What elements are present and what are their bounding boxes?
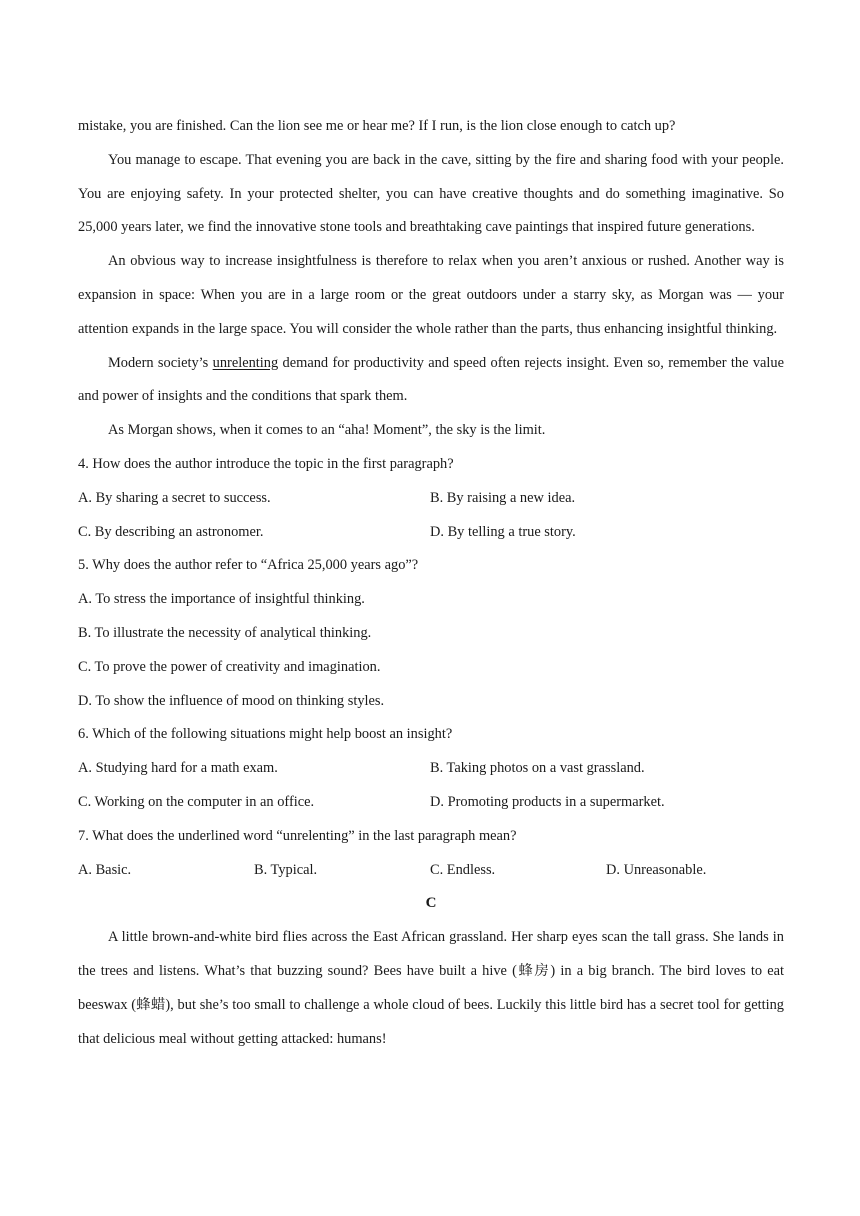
question-stem: 7. What does the underlined word “unrelenting” in the last paragraph mean? xyxy=(78,827,517,844)
underlined-word: unrelenting xyxy=(212,354,279,371)
option-row xyxy=(78,752,784,786)
paragraph-modern-society xyxy=(78,347,784,415)
option-c: C. To prove the power of creativity and imagination. xyxy=(78,658,381,675)
text-fragment: demand for productivity and speed often rejects insight. Even so, remember the value and power of insights and the conditions that spark them. xyxy=(78,354,784,405)
option-a: A. Basic. xyxy=(78,861,132,878)
option-b: B. To illustrate the necessity of analytical thinking. xyxy=(78,624,372,641)
option-d: D. Unreasonable. xyxy=(606,861,707,878)
option-c: C. By describing an astronomer. xyxy=(78,523,264,540)
option-a: A. To stress the importance of insightful thinking. xyxy=(78,591,365,608)
paragraph-insightfulness: An obvious way to increase insightfulness is therefore to relax when you aren’t anxious or rushed. Another way is expansion in space: When you are in a large room or the great outdoors under a starry sky, as Morgan was — your attention expands in the large space. You will consider the whole rather than the parts, thus enhancing insightful thinking. xyxy=(78,253,784,337)
question-stem: 6. Which of the following situations might help boost an insight? xyxy=(78,726,453,743)
option-row xyxy=(78,482,784,516)
option-row xyxy=(78,786,784,820)
option-d: D. Promoting products in a supermarket. xyxy=(430,793,665,810)
question-stem: 4. How does the author introduce the topic in the first paragraph? xyxy=(78,455,454,472)
option-c: C. Endless. xyxy=(430,861,496,878)
option-c: C. Working on the computer in an office. xyxy=(78,793,315,810)
option-a: A. Studying hard for a math exam. xyxy=(78,760,278,777)
option-b: B. Typical. xyxy=(254,861,318,878)
option-d: D. To show the influence of mood on thinking styles. xyxy=(78,692,385,709)
paragraph-escape: You manage to escape. That evening you are back in the cave, sitting by the fire and sharing food with your people. You are enjoying safety. In your protected shelter, you can have creative thoughts and do something imaginative. So 25,000 years later, we find the innovative stone tools and breathtaking cave paintings that inspired future generations. xyxy=(78,151,784,236)
paragraph-continued: mistake, you are finished. Can the lion see me or hear me? If I run, is the lion close enough to catch up? xyxy=(78,118,676,134)
paragraph-bird: A little brown-and-white bird flies across the East African grassland. Her sharp eyes scan the tall grass. She lands in the trees and listens. What’s that buzzing sound? Bees have built a hive (蜂房) in a big branch. The bird loves to eat beeswax (蜂蜡), but she’s too small to challenge a whole cloud of bees. Luckily this little bird has a secret tool for getting that delicious meal without getting attacked: humans! xyxy=(78,929,784,1047)
option-a: A. By sharing a secret to success. xyxy=(78,489,271,506)
question-stem: 5. Why does the author refer to “Africa 25,000 years ago”? xyxy=(78,557,419,574)
option-row xyxy=(78,854,784,888)
option-b: B. By raising a new idea. xyxy=(430,489,576,506)
section-title: C xyxy=(425,895,437,912)
option-row xyxy=(78,516,784,550)
option-b: B. Taking photos on a vast grassland. xyxy=(430,760,645,777)
paragraph-conclusion: As Morgan shows, when it comes to an “aha! Moment”, the sky is the limit. xyxy=(108,422,546,439)
text-fragment: Modern society’s xyxy=(108,354,213,371)
document-page xyxy=(78,110,784,1056)
option-d: D. By telling a true story. xyxy=(430,523,576,540)
